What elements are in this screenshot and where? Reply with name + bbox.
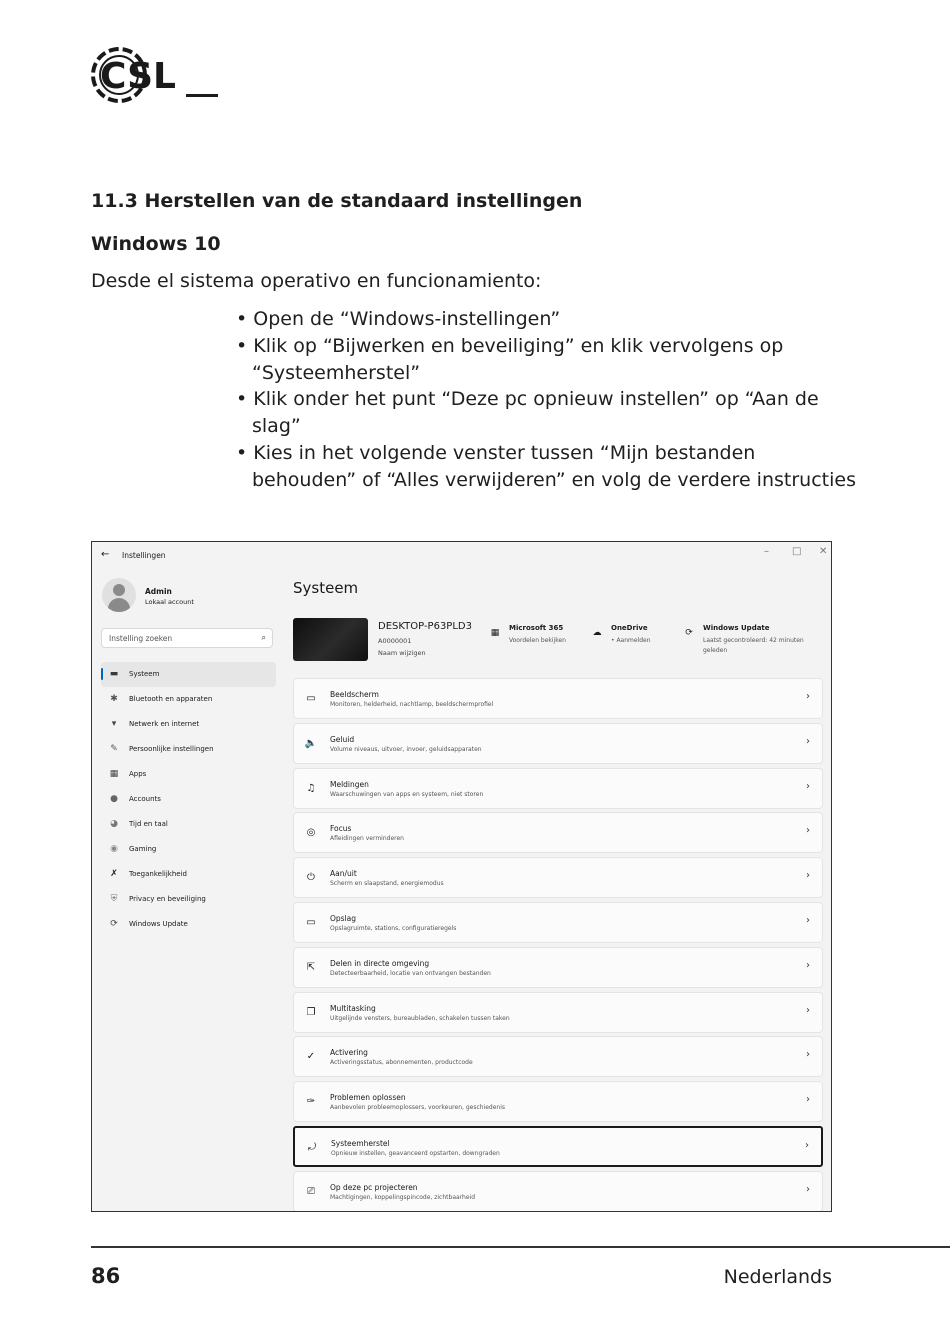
tile-subtitle: Laatst gecontroleerd: 42 minuten geleden [703,637,804,654]
chevron-right-icon: › [806,735,810,747]
title-bar [92,542,831,568]
page-number: 86 [91,1264,121,1288]
settings-card-activering[interactable] [293,1036,823,1077]
bluetooth-icon: ✱ [110,694,118,704]
chevron-right-icon: › [806,870,810,882]
sidebar-item-label: Accounts [129,795,161,803]
list-item: • Open de “Windows-instellingen” [236,306,856,333]
globe-clock-icon: ◕ [110,819,118,829]
sidebar-item-label: Tijd en taal [129,820,168,828]
sidebar-item-persoonlijke-instellingen[interactable] [101,737,276,762]
card-subtitle: Volume niveaus, uitvoer, invoer, geluidsapparaten [330,745,482,753]
chevron-right-icon: › [806,1094,810,1106]
instruction-list [236,306,856,494]
card-subtitle: Activeringsstatus, abonnementen, productcode [330,1059,473,1067]
card-title: Problemen oplossen [330,1093,406,1103]
chevron-right-icon: › [806,1049,810,1061]
settings-card-focus[interactable] [293,812,823,853]
card-subtitle: Monitoren, helderheid, nachtlamp, beeldschermprofiel [330,701,494,708]
settings-list [293,678,823,1212]
card-title: Systeemherstel [331,1138,390,1148]
power-icon: ⏻ [307,872,315,884]
close-icon[interactable]: ✕ [819,546,828,557]
tile-title: Microsoft 365 [509,624,564,632]
card-title: Op deze pc projecteren [330,1182,418,1192]
settings-card-aan-uit[interactable] [293,857,823,898]
chevron-right-icon: › [806,691,810,702]
card-subtitle: Opnieuw instellen, geavanceerd opstarten, downgraden [331,1149,500,1157]
sidebar-item-tijd-en-taal[interactable] [101,812,276,837]
settings-card-meldingen[interactable] [293,768,823,809]
card-title: Aan/uit [330,869,357,879]
intro-text: Desde el sistema operativo en funcionamiento: [91,270,542,292]
card-title: Geluid [330,734,355,744]
search-input[interactable] [101,628,273,648]
settings-card-op-deze-pc-projecteren[interactable] [293,1171,823,1212]
bell-icon: ♫ [306,782,316,794]
device-banner [293,618,823,662]
card-title: Opslag [330,913,357,923]
multitask-icon: ❐ [306,1006,316,1018]
card-subtitle: Opslagruimte, stations, configuratieregels [330,924,457,932]
speaker-icon: 🔈 [304,737,318,749]
settings-card-geluid[interactable] [293,723,823,764]
sidebar-item-label: Windows Update [129,920,188,928]
sidebar-item-label: Apps [129,770,147,778]
tile-title: OneDrive [611,624,648,632]
profile-name: Admin [145,587,172,596]
device-name: DESKTOP-P63PLD3 [378,621,472,632]
csl-logo [88,42,223,108]
rename-link[interactable]: Naam wijzigen [378,649,426,657]
settings-card-opslag[interactable] [293,902,823,943]
monitor-icon: ▬ [109,669,119,679]
sidebar-item-label: Gaming [129,845,157,853]
list-item: • Klik onder het punt “Deze pc opnieuw instellen” op “Aan de slag” [236,386,856,440]
logo-text: CSL [100,56,176,97]
check-circle-icon: ✓ [306,1051,316,1063]
chevron-right-icon: › [806,914,810,926]
back-arrow-icon[interactable]: ← [101,549,110,560]
settings-card-beeldscherm[interactable] [293,678,823,719]
sidebar-item-label: Privacy en beveiliging [129,895,206,903]
chevron-right-icon: › [805,1139,809,1151]
recovery-icon: ⤾ [307,1141,317,1153]
settings-card-problemen-oplossen[interactable] [293,1081,823,1122]
shield-icon: ⛨ [110,894,118,904]
list-item: • Klik op “Bijwerken en beveiliging” en klik vervolgens op “Systeemherstel” [236,333,856,387]
settings-card-delen-in-directe-omgeving[interactable] [293,947,823,988]
card-title: Beeldscherm [330,690,379,699]
sidebar-item-label: Bluetooth en apparaten [129,695,213,703]
settings-card-systeemherstel[interactable] [293,1126,823,1167]
settings-window-screenshot [91,541,832,1212]
chevron-right-icon: › [806,825,810,837]
card-subtitle: Aanbevolen probleemoplossers, voorkeuren, geschiedenis [330,1104,505,1112]
tile-subtitle: Voordelen bekijken [509,637,566,644]
profile-account: Lokaal account [145,598,194,606]
card-title: Delen in directe omgeving [330,958,430,968]
share-icon: ⇱ [306,961,316,973]
accessibility-icon: ✗ [110,869,118,879]
card-title: Focus [330,824,352,834]
search-placeholder: Instelling zoeken [109,634,173,643]
subheading: Windows 10 [91,233,221,255]
chevron-right-icon: › [806,959,810,971]
minimize-icon[interactable]: – [764,546,769,557]
tile-title: Windows Update [703,624,770,632]
page-title: Systeem [293,579,359,597]
gamepad-icon: ◉ [110,844,118,854]
settings-card-multitasking[interactable] [293,992,823,1033]
sidebar-item-systeem[interactable] [101,662,276,687]
chevron-right-icon: › [806,1004,810,1016]
card-subtitle: Uitgelijnde vensters, bureaubladen, schakelen tussen taken [330,1014,510,1022]
microsoft-icon: ▦ [490,628,500,638]
device-id: A0000001 [378,637,412,645]
app-title: Instellingen [122,551,166,560]
csl-logo-mark [88,42,223,108]
search-icon: ⌕ [261,633,266,642]
tile-subtitle: • Aanmelden [611,637,651,644]
cloud-icon: ☁ [592,628,602,638]
card-subtitle: Machtigingen, koppelingspincode, zichtbaarheid [330,1193,476,1201]
footer-language: Nederlands [723,1266,832,1288]
sidebar-item-accounts[interactable] [101,787,276,812]
sidebar-nav [101,662,276,937]
wifi-icon: ▾ [111,719,117,729]
project-icon: ⎚ [307,1185,315,1197]
sidebar-item-bluetooth-en-apparaten[interactable] [101,687,276,712]
brush-icon: ✎ [110,744,118,754]
chevron-right-icon: › [806,1183,810,1195]
sidebar-item-netwerk-en-internet[interactable] [101,712,276,737]
card-title: Multitasking [330,1003,376,1013]
apps-icon: ▦ [109,769,119,779]
sidebar-item-label: Toegankelijkheid [129,870,187,878]
sidebar-item-label: Netwerk en internet [129,720,200,728]
update-icon: ⟳ [685,628,693,638]
wrench-icon: ✑ [306,1096,316,1108]
card-subtitle: Scherm en slaapstand, energiemodus [330,880,444,888]
sidebar-item-toegankelijkheid[interactable] [101,862,276,887]
focus-icon: ◎ [306,827,316,839]
display-icon: ▭ [306,693,316,704]
chevron-right-icon: › [806,780,810,792]
section-heading: 11.3 Herstellen van de standaard instellingen [91,190,583,212]
list-item: • Kies in het volgende venster tussen “Mijn bestanden behouden” of “Alles verwijderen” en volg de verdere instructies [236,440,856,494]
avatar [102,578,136,612]
card-subtitle: Afleidingen verminderen [330,835,404,843]
card-subtitle: Waarschuwingen van apps en systeem, niet storen [330,790,484,798]
storage-icon: ▭ [306,916,316,928]
sidebar-item-gaming[interactable] [101,837,276,862]
sidebar-item-windows-update[interactable] [101,912,276,937]
sidebar-item-privacy-en-beveiliging[interactable] [101,887,276,912]
footer-divider [91,1246,950,1248]
sidebar-item-label: Systeem [129,670,160,678]
card-title: Activering [330,1048,368,1058]
update-icon: ⟳ [110,919,118,929]
card-title: Meldingen [330,779,369,789]
sidebar-item-label: Persoonlijke instellingen [129,745,214,753]
sidebar-item-apps[interactable] [101,762,276,787]
person-icon: ● [110,794,118,804]
desktop-wallpaper-thumbnail [293,618,368,661]
maximize-icon[interactable]: □ [792,546,802,557]
card-subtitle: Detecteerbaarheid, locatie van ontvangen bestanden [330,969,491,977]
